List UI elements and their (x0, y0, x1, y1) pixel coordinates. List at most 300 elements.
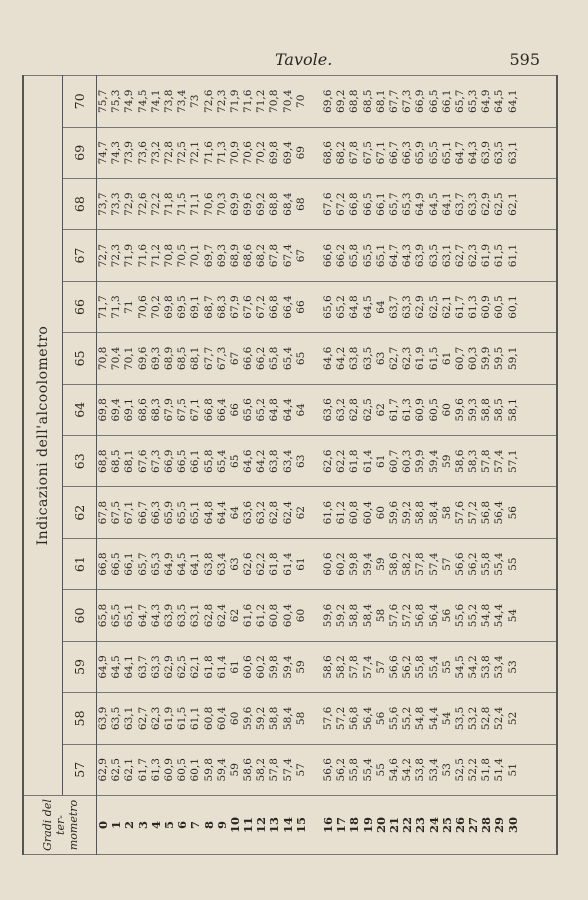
table-cell: 62,3 (401, 346, 414, 371)
table-cell: 71,6 (242, 89, 255, 113)
group-gap (308, 642, 322, 692)
table-cell: 66,8 (97, 552, 109, 576)
temperature-value: 18 (347, 817, 362, 834)
table-cell: 64,1 (123, 655, 136, 679)
table-cell: 70,2 (255, 141, 268, 165)
table-cell: 68,5 (176, 346, 189, 371)
table-cell: 56,4 (427, 603, 440, 628)
table-cell: 57,6 (322, 706, 334, 731)
table-cell: 69,4 (110, 398, 123, 422)
table-cell: 63,1 (123, 706, 136, 731)
table-cell: 73,8 (162, 89, 175, 113)
table-cell: 58,6 (387, 552, 400, 576)
table-cell: 61 (294, 557, 307, 571)
table-cell: 53,8 (414, 758, 427, 782)
table-cell: 73 (189, 94, 202, 108)
table-cell: 60,8 (268, 603, 281, 628)
table-cell: 55,8 (414, 655, 427, 679)
table-cell: 55,2 (467, 603, 480, 628)
table-cell: 67,3 (149, 449, 162, 473)
table-cell: 71,3 (110, 295, 123, 319)
table-cell: 62,7 (453, 243, 466, 268)
table-cell: 69,6 (242, 192, 255, 216)
table-cell: 51 (506, 763, 519, 777)
table-cell: 68,4 (281, 192, 294, 216)
table-cell: 68,9 (228, 243, 241, 268)
table-cell: 63,7 (136, 655, 149, 679)
table-cell: 74,9 (123, 89, 136, 113)
table-cell: 71,5 (176, 192, 189, 216)
table-cell: 62,8 (348, 398, 361, 422)
group-gap (308, 745, 322, 795)
table-cell: 67,2 (255, 295, 268, 319)
value-column (97, 76, 558, 128)
table-cell: 62,4 (281, 500, 294, 525)
table-cell: 54 (440, 711, 453, 726)
table-cell: 65,4 (215, 449, 228, 473)
table-cell: 64,7 (453, 141, 466, 165)
table-cell: 65,7 (453, 89, 466, 113)
group-gap (308, 230, 322, 280)
table-cell: 61,4 (281, 552, 294, 576)
table-cell: 61,9 (162, 706, 175, 731)
table-cell: 60,9 (480, 295, 493, 319)
table-cell: 57,8 (268, 758, 281, 782)
column-header: 62 (63, 487, 97, 538)
table-cell: 54,5 (453, 655, 466, 679)
value-column (97, 333, 558, 384)
table-cell: 67 (228, 351, 241, 366)
table-cell: 60,5 (427, 398, 440, 422)
table-cell: 57,8 (480, 449, 493, 473)
temperature-value: 14 (280, 817, 295, 834)
table-cell: 64 (294, 403, 307, 417)
table-cell: 58,8 (480, 398, 493, 422)
table-cell: 61,2 (255, 603, 268, 628)
table-cell: 66 (228, 403, 241, 417)
table-cell: 64,9 (414, 192, 427, 216)
table-cell: 61,3 (401, 398, 414, 422)
table-cell: 67,6 (136, 449, 149, 473)
table-cell: 60,5 (493, 295, 506, 319)
table-cell: 69,2 (335, 89, 348, 113)
table-cell: 56,8 (414, 603, 427, 628)
table-cell: 62,1 (189, 655, 202, 679)
value-column (97, 641, 558, 692)
table-cell: 53 (506, 660, 519, 674)
table-cell: 59,8 (348, 552, 361, 576)
table-cell: 61,6 (322, 500, 334, 525)
table-cell: 62,5 (493, 192, 506, 216)
temperature-value: 9 (214, 821, 229, 830)
table-cell: 61,8 (268, 552, 281, 576)
group-gap (308, 333, 322, 383)
table-cell: 61,5 (176, 706, 189, 731)
value-column (97, 384, 558, 435)
column-header: 57 (63, 744, 97, 795)
table-cell: 67,3 (401, 89, 414, 113)
table-cell: 62,9 (97, 758, 109, 782)
table-cell: 67,6 (322, 192, 334, 216)
temperature-value: 22 (400, 817, 415, 834)
table-cell: 59,9 (480, 346, 493, 371)
table-cell: 66,5 (176, 449, 189, 473)
table-cell: 65,1 (123, 603, 136, 628)
table-cell: 65,5 (176, 500, 189, 525)
table-cell: 62,9 (480, 192, 493, 216)
table-cell: 58,6 (322, 655, 334, 679)
table-cell: 60,4 (215, 706, 228, 731)
temperature-value: 17 (334, 817, 349, 834)
table-cell: 74,7 (97, 141, 109, 165)
temperature-value: 13 (267, 817, 282, 834)
column-header: 68 (63, 178, 97, 229)
table-cell: 64,8 (348, 295, 361, 319)
table-cell: 58 (374, 608, 387, 623)
table-cell: 66,1 (123, 552, 136, 576)
table-cell: 54,8 (414, 706, 427, 731)
table-cell: 68,1 (123, 449, 136, 473)
group-title: Indicazioni dell'alcoolometro (23, 76, 63, 796)
table-cell: 64 (228, 506, 241, 520)
table-cell: 65,1 (440, 141, 453, 165)
table-cell: 71,9 (228, 89, 241, 113)
table-cell: 70,6 (202, 192, 215, 216)
table-cell: 51,8 (480, 758, 493, 782)
table-cell: 58,4 (427, 500, 440, 525)
table-cell: 66,3 (401, 141, 414, 165)
table-cell: 60 (374, 506, 387, 520)
group-gap (308, 282, 322, 332)
table-cell: 62,8 (268, 500, 281, 525)
page-number: 595 (509, 50, 540, 69)
table-cell: 54,2 (401, 758, 414, 782)
table-cell: 67,5 (361, 141, 374, 165)
table-cell: 59,4 (361, 552, 374, 576)
table-cell: 55,6 (387, 706, 400, 731)
table-cell: 70,1 (189, 243, 202, 268)
temperature-column (97, 796, 558, 855)
table-cell: 66,8 (268, 295, 281, 319)
table-cell: 59,1 (506, 346, 519, 371)
table-cell: 62,2 (335, 449, 348, 473)
group-gap (308, 590, 322, 640)
table-cell: 63,3 (149, 655, 162, 679)
table-cell: 62,5 (427, 295, 440, 319)
corner-label: Gradi del ter- mometro (23, 796, 97, 855)
table-cell: 62,1 (440, 295, 453, 319)
table-cell: 63 (294, 454, 307, 468)
table-cell: 68,5 (110, 449, 123, 473)
table-cell: 57,8 (348, 655, 361, 679)
table-cell: 65,8 (97, 603, 109, 628)
table-cell: 60,3 (467, 346, 480, 371)
table-cell: 53,5 (453, 706, 466, 731)
table-cell: 54 (506, 608, 519, 623)
column-header: 67 (63, 230, 97, 281)
table-cell: 63,7 (453, 192, 466, 216)
table-cell: 61,5 (427, 346, 440, 371)
table-cell: 69,9 (228, 192, 241, 216)
table-cell: 69,6 (136, 346, 149, 371)
table-cell: 59,6 (322, 603, 334, 628)
table-cell: 60,6 (242, 655, 255, 679)
table-cell: 68,6 (242, 243, 255, 268)
table-cell: 69,4 (281, 141, 294, 165)
table-cell: 55,6 (453, 603, 466, 628)
table-cell: 58,3 (467, 449, 480, 473)
table-cell: 67,2 (335, 192, 348, 216)
table-cell: 68,2 (255, 243, 268, 268)
table-cell: 64,4 (215, 500, 228, 525)
table-cell: 66,9 (414, 89, 427, 113)
table-cell: 59 (440, 454, 453, 468)
table-cell: 70,8 (268, 89, 281, 113)
table-cell: 61,7 (136, 758, 149, 782)
table-cell: 71 (123, 300, 136, 314)
table-cell: 65,3 (401, 192, 414, 216)
table-cell: 63,7 (387, 295, 400, 319)
group-gap (308, 179, 322, 229)
table-cell: 62,7 (136, 706, 149, 731)
table-cell: 66,4 (215, 398, 228, 422)
table-cell: 64,1 (506, 89, 519, 113)
table-cell: 67,9 (228, 295, 241, 319)
table-cell: 63,2 (335, 398, 348, 422)
table-cell: 63,1 (506, 141, 519, 165)
table-cell: 59,4 (215, 758, 228, 782)
temperature-value: 4 (148, 821, 163, 830)
table-cell: 72,6 (202, 89, 215, 113)
table-cell: 66,5 (110, 552, 123, 576)
table-cell: 71,3 (215, 141, 228, 165)
table-cell: 66,9 (162, 449, 175, 473)
table-cell: 69,5 (176, 295, 189, 319)
table-cell: 60,1 (189, 758, 202, 782)
table-cell: 71,8 (162, 192, 175, 216)
table-cell: 74,3 (110, 141, 123, 165)
table-cell: 66,2 (335, 243, 348, 268)
table-cell: 54,4 (427, 706, 440, 731)
table-cell: 64,8 (268, 398, 281, 422)
table-cell: 56,6 (453, 552, 466, 576)
table-cell: 58,8 (348, 603, 361, 628)
group-gap (308, 539, 322, 589)
table-cell: 64,6 (242, 449, 255, 473)
table-cell: 71,6 (202, 141, 215, 165)
table-cell: 65,8 (268, 346, 281, 371)
table-cell: 65,7 (387, 192, 400, 216)
table-cell: 61,2 (335, 500, 348, 525)
table-cell: 62,9 (162, 655, 175, 679)
table-cell: 68,6 (322, 141, 334, 165)
table-cell: 57,4 (361, 655, 374, 679)
table-cell: 67,7 (387, 89, 400, 113)
table-cell: 64,7 (387, 243, 400, 268)
temperature-value: 7 (188, 821, 203, 830)
table-cell: 67,9 (162, 398, 175, 422)
table-cell: 52,8 (480, 706, 493, 731)
table-cell: 59,2 (335, 603, 348, 628)
temperature-value: 19 (360, 817, 375, 834)
table-cell: 70,1 (123, 346, 136, 371)
table-cell: 72,7 (97, 243, 109, 268)
table-cell: 66,6 (322, 243, 334, 268)
column-header: 61 (63, 538, 97, 589)
table-cell: 64,5 (176, 552, 189, 576)
table-cell: 58,5 (493, 398, 506, 422)
table-cell: 55 (506, 557, 519, 571)
table-cell: 65 (294, 351, 307, 366)
column-header: 64 (63, 384, 97, 435)
table-cell: 64,9 (480, 89, 493, 113)
table-cell: 74,5 (136, 89, 149, 113)
table-cell: 53 (440, 763, 453, 777)
table-cell: 59 (374, 557, 387, 571)
temperature-value: 25 (439, 817, 454, 834)
table-cell: 65,1 (374, 243, 387, 268)
table-cell: 73,6 (136, 141, 149, 165)
table-cell: 56 (440, 608, 453, 623)
group-gap (308, 487, 322, 537)
value-column (97, 693, 558, 744)
table-cell: 61 (440, 351, 453, 366)
table-cell: 65,4 (281, 346, 294, 371)
table-cell: 55,2 (401, 706, 414, 731)
table-cell: 56,4 (361, 706, 374, 731)
temperature-value: 28 (479, 817, 494, 834)
table-cell: 55,4 (493, 552, 506, 576)
table-cell: 60,6 (322, 552, 334, 576)
table-cell: 69,8 (268, 141, 281, 165)
table-cell: 63,5 (110, 706, 123, 731)
alcoholmeter-table (22, 75, 558, 855)
table-cell: 72,6 (136, 192, 149, 216)
table-cell: 68,8 (97, 449, 109, 473)
table-cell: 63,1 (440, 243, 453, 268)
table-cell: 53,2 (467, 706, 480, 731)
table-cell: 58,8 (268, 706, 281, 731)
table-cell: 58,2 (401, 552, 414, 576)
table-cell: 57,4 (281, 758, 294, 782)
table-cell: 62,8 (202, 603, 215, 628)
table-cell: 64,9 (97, 655, 109, 679)
table-cell: 66,1 (189, 449, 202, 473)
table-cell: 61,8 (348, 449, 361, 473)
table-cell: 64,1 (440, 192, 453, 216)
table-cell: 62 (374, 403, 387, 417)
table-cell: 56,2 (467, 552, 480, 576)
table-cell: 61 (374, 454, 387, 468)
table-cell: 62,5 (361, 398, 374, 422)
temperature-value: 16 (321, 817, 335, 834)
table-cell: 66,8 (202, 398, 215, 422)
value-column (97, 127, 558, 178)
table-cell: 70,4 (281, 89, 294, 113)
table-cell: 55,4 (361, 758, 374, 782)
table-cell: 64,2 (335, 346, 348, 371)
table-cell: 61,7 (453, 295, 466, 319)
table-cell: 65,2 (335, 295, 348, 319)
value-column (97, 178, 558, 229)
table-cell: 54,8 (480, 603, 493, 628)
table-cell: 69,6 (322, 89, 334, 113)
table-cell: 63,6 (322, 398, 334, 422)
table-cell: 63 (374, 351, 387, 366)
table-cell: 70,8 (162, 243, 175, 268)
column-header: 70 (63, 76, 97, 128)
temperature-value: 20 (373, 817, 388, 834)
table-cell: 59,6 (453, 398, 466, 422)
table-cell: 68,1 (189, 346, 202, 371)
table-cell: 57,4 (493, 449, 506, 473)
table-cell: 62 (294, 506, 307, 520)
column-header: 65 (63, 333, 97, 384)
table-cell: 55,8 (348, 758, 361, 782)
temperature-value: 15 (293, 817, 308, 834)
table-cell: 66,7 (136, 500, 149, 525)
table-cell: 62,1 (506, 192, 519, 216)
table-cell: 53,8 (480, 655, 493, 679)
table-cell: 61,3 (467, 295, 480, 319)
table-cell: 58 (294, 711, 307, 726)
table-cell: 68,9 (162, 346, 175, 371)
table-cell: 73,2 (149, 141, 162, 165)
table-cell: 68,6 (136, 398, 149, 422)
table-cell: 63,8 (268, 449, 281, 473)
table-cell: 60 (294, 608, 307, 623)
table-cell: 68 (294, 197, 307, 211)
table-cell: 63,4 (215, 552, 228, 576)
table-cell: 66,7 (387, 141, 400, 165)
table-cell: 55 (440, 660, 453, 674)
temperature-value: 6 (175, 821, 190, 830)
table-cell: 67,1 (189, 398, 202, 422)
table-cell: 59,8 (268, 655, 281, 679)
table-cell: 66,3 (149, 500, 162, 525)
table-cell: 72,2 (149, 192, 162, 216)
table-cell: 75,7 (97, 89, 109, 113)
table-cell: 59,2 (255, 706, 268, 731)
table-cell: 63,5 (427, 243, 440, 268)
table-cell: 57,6 (387, 603, 400, 628)
table-cell: 64,6 (322, 346, 334, 371)
table-cell: 63,2 (255, 500, 268, 525)
table-cell: 67,5 (110, 500, 123, 525)
table-cell: 67,3 (215, 346, 228, 371)
table-cell: 67,1 (374, 141, 387, 165)
table-cell: 65,9 (162, 500, 175, 525)
table-cell: 72,5 (176, 141, 189, 165)
table-cell: 59,9 (414, 449, 427, 473)
table-cell: 68,8 (348, 89, 361, 113)
table-cell: 71,1 (189, 192, 202, 216)
table-cell: 71,6 (136, 243, 149, 268)
table-cell: 56,6 (322, 758, 334, 782)
table-cell: 54,6 (387, 758, 400, 782)
table-cell: 59 (294, 660, 307, 674)
column-header: 60 (63, 590, 97, 641)
table-cell: 69 (294, 146, 307, 160)
table-cell: 64,3 (401, 243, 414, 268)
table-cell: 69,2 (255, 192, 268, 216)
table-cell: 60,5 (176, 758, 189, 782)
temperature-value: 30 (505, 817, 520, 834)
column-header: 69 (63, 127, 97, 178)
table-cell: 65,8 (348, 243, 361, 268)
temperature-value: 12 (254, 817, 269, 834)
table-cell: 65,5 (110, 603, 123, 628)
